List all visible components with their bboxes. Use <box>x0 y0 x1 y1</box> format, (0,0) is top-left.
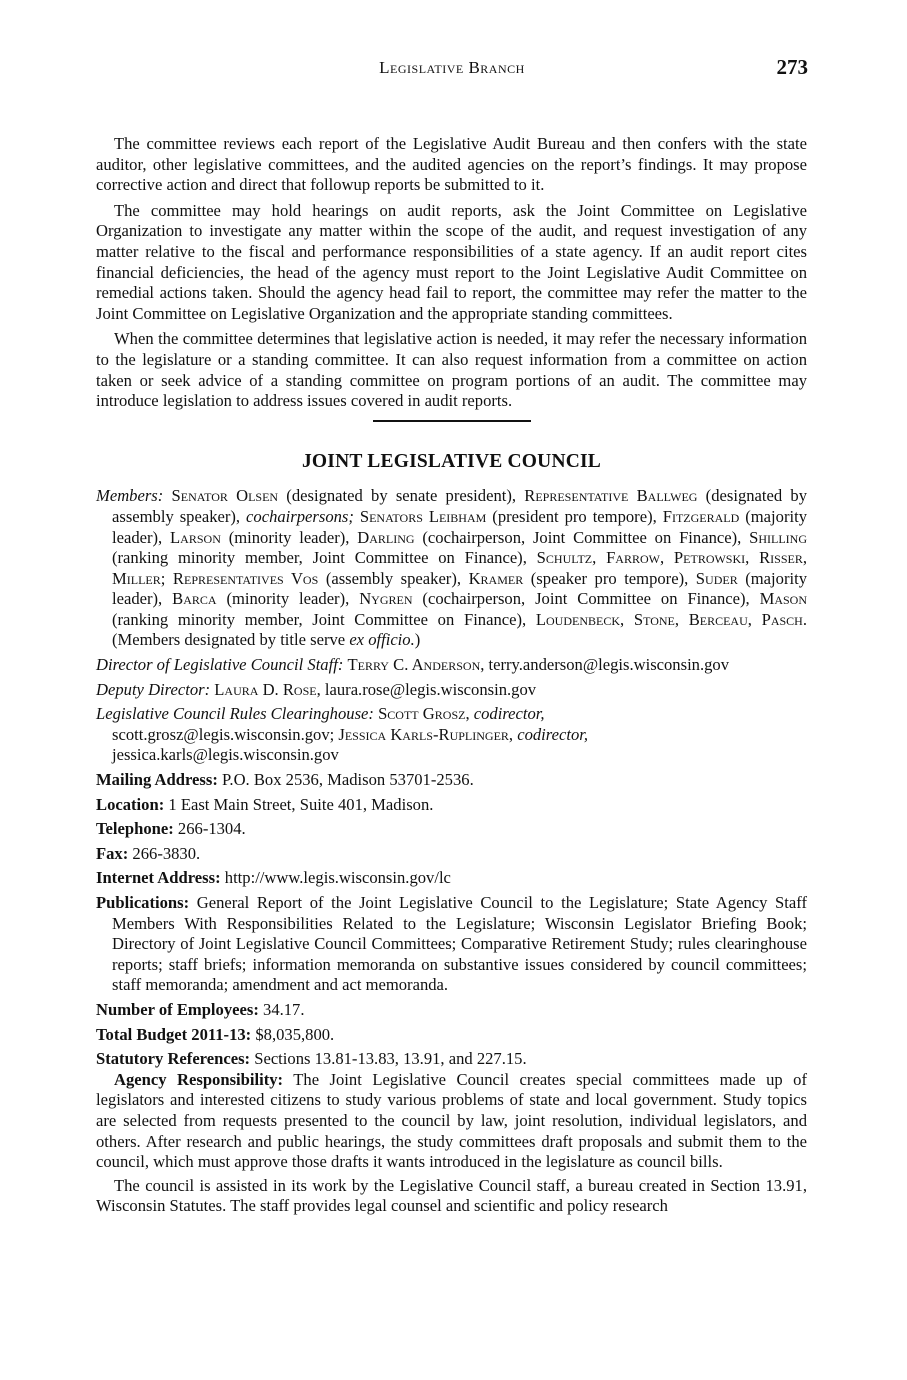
mailing-value: P.O. Box 2536, Madison 53701-2536. <box>222 770 474 790</box>
clearinghouse-label: Legislative Council Rules Clearinghouse: <box>96 704 374 724</box>
member-name: Fitzgerald <box>662 506 740 526</box>
member-desc: (minority leader), <box>220 527 358 547</box>
member-name: Nygren <box>359 589 413 609</box>
member-name: Senators Leibham <box>359 506 487 526</box>
section-divider <box>373 420 531 422</box>
responsibility-value: The Joint Legislative Council creates special committees made up of legislators and interested citizens to study various problems of state and local government. Study topics are selected from requests presented to the council by law, joint resolution, individual legislators, and others. After research and public hearings, the study committees draft proposals and submit them to the council, which must approve those drafts it wants introduced in the legislature as council bills. <box>96 1069 807 1172</box>
member-name: Shilling <box>749 527 807 547</box>
fax-label: Fax: <box>96 843 129 863</box>
responsibility-paragraph <box>96 1070 807 1173</box>
member-role: cochairpersons; <box>246 506 354 526</box>
members-label: Members: <box>96 486 164 506</box>
statutory-label: Statutory References: <box>96 1049 251 1069</box>
codirector-email: jessica.karls@legis.wisconsin.gov <box>112 745 339 765</box>
deputy-entry <box>96 680 807 701</box>
member-desc: (ranking minority member, Joint Committee on Finance), <box>112 548 537 568</box>
member-desc: (speaker pro tempore), <box>523 568 696 588</box>
member-name: Larson <box>170 527 221 547</box>
codirector-role: codirector, <box>473 704 545 724</box>
publications-value: General Report of the Joint Legislative Council to the Legislature; State Agency Staff Members With Responsibilities Related to the Legislature; Wisconsin Legislator Briefing Book; Directory of Joint Legislative Council Committees; Comparative Retirement Study; rules clearinghouse reports; staff briefs; information memoranda on substantive issues considered by council committees; staff memoranda; amendment and act memoranda. <box>112 893 807 995</box>
codirector-role: codirector, <box>517 724 589 744</box>
employees-label: Number of Employees: <box>96 999 259 1019</box>
deputy-email: , laura.rose@legis.wisconsin.gov <box>316 679 537 699</box>
member-name: Loudenbeck, Stone, Berceau, Pasch <box>535 609 803 629</box>
director-name: Terry C. Anderson <box>347 655 481 675</box>
fax-entry <box>96 844 807 865</box>
director-entry <box>96 655 807 676</box>
member-name: Representative Ballweg <box>524 486 698 506</box>
audit-paragraph-3: When the committee determines that legislative action is needed, it may refer the necessary information to the legislature or a standing committee. It can also request information from a committee on action taken or seek advice of a standing committee on program portions of an audit. The committee may introduce legislation to address issues covered in audit reports. <box>96 329 807 411</box>
member-desc: . (Members designated by title serve <box>112 609 807 650</box>
member-name: Schultz, Farrow, Petrowski, Risser, Miller <box>112 548 807 588</box>
internet-label: Internet Address: <box>96 868 221 888</box>
running-head <box>96 55 808 80</box>
running-head-title: Legislative Branch <box>379 58 525 77</box>
section-heading: JOINT LEGISLATIVE COUNCIL <box>301 450 602 472</box>
member-desc-italic: ex officio. <box>349 630 415 650</box>
deputy-name: Laura D. Rose <box>214 679 317 699</box>
responsibility-label: Agency Responsibility: <box>114 1069 284 1089</box>
telephone-value: 266-1304. <box>177 819 246 839</box>
codirector-name: Scott Grosz <box>378 704 466 724</box>
statutory-entry <box>96 1049 807 1070</box>
member-desc: (assembly speaker), <box>318 568 469 588</box>
member-desc: (majority leader), <box>112 506 807 547</box>
member-desc: ) <box>414 630 421 650</box>
deputy-label: Deputy Director: <box>96 679 211 699</box>
mailing-label: Mailing Address: <box>96 770 218 790</box>
codirector-email: scott.grosz@legis.wisconsin.gov; <box>112 724 339 744</box>
budget-entry <box>96 1025 807 1046</box>
members-entry <box>96 486 807 651</box>
member-name: Darling <box>357 527 415 547</box>
audit-paragraph-2: The committee may hold hearings on audit reports, ask the Joint Committee on Legislative Organization to investigate any matter within the scope of the audit, and request investigation of any matter relative to the fiscal and performance responsibilities of a state agency. If an audit report cites financial deficiencies, the head of the agency must report to the Joint Legislative Audit Committee on remedial actions taken. Should the agency head fail to report, the committee may refer the matter to the Joint Committee on Legislative Organization and the appropriate standing committees. <box>96 200 807 323</box>
member-desc: ; <box>160 568 173 588</box>
member-desc: (minority leader), <box>216 589 360 609</box>
location-label: Location: <box>96 794 165 814</box>
member-name: Suder <box>695 568 738 588</box>
member-name: Barca <box>172 589 217 609</box>
member-desc: (president pro tempore), <box>486 506 663 526</box>
budget-label: Total Budget 2011-13: <box>96 1024 252 1044</box>
codirector-name: Jessica Karls-Ruplinger <box>338 724 509 744</box>
member-desc: (cochairperson, Joint Committee on Finance), <box>414 527 750 547</box>
statutory-value: Sections 13.81-13.83, 13.91, and 227.15. <box>254 1049 527 1069</box>
publications-entry <box>96 893 807 996</box>
internet-entry <box>96 868 807 889</box>
member-name: Representatives Vos <box>172 568 319 588</box>
member-desc: (designated by assembly speaker), <box>112 486 807 526</box>
audit-paragraph-1: The committee reviews each report of the Legislative Audit Bureau and then confers with the state auditor, other legislative committees, and the audited agencies on the report’s findings. It may propose corrective action and direct that followup reports be submitted to it. <box>96 134 807 195</box>
mailing-entry <box>96 770 807 791</box>
member-desc: (cochairperson, Joint Committee on Finance), <box>412 589 760 609</box>
member-desc: (designated by senate president), <box>278 486 525 506</box>
body-text <box>96 134 807 1222</box>
budget-value: $8,035,800. <box>255 1024 335 1044</box>
employees-entry <box>96 1000 807 1021</box>
location-value: 1 East Main Street, Suite 401, Madison. <box>168 794 434 814</box>
director-email: , terry.anderson@legis.wisconsin.gov <box>480 655 730 675</box>
publications-label: Publications: <box>96 893 190 912</box>
director-label: Director of Legislative Council Staff: <box>96 655 344 675</box>
member-name: Mason <box>759 589 807 609</box>
location-entry <box>96 795 807 816</box>
member-desc: (ranking minority member, Joint Committee on Finance), <box>112 609 536 629</box>
member-desc: (majority leader), <box>112 568 808 609</box>
employees-value: 34.17. <box>263 999 305 1019</box>
telephone-entry <box>96 819 807 840</box>
internet-value: http://www.legis.wisconsin.gov/lc <box>224 868 451 888</box>
member-name: Kramer <box>468 568 524 588</box>
clearinghouse-entry: Legislative Council Rules Clearinghouse: Scott Grosz, codirector, scott.grosz@legis.wisconsin.gov; Jessica Karls-Ruplinger, codirector, jessica.karls@legis.wisconsin.gov <box>96 704 589 765</box>
telephone-label: Telephone: <box>96 819 174 839</box>
closing-paragraph: The council is assisted in its work by the Legislative Council staff, a bureau created in Section 13.91, Wisconsin Statutes. The staff provides legal counsel and scientific and policy research <box>96 1175 807 1216</box>
fax-value: 266-3830. <box>132 843 201 863</box>
member-name: Senator Olsen <box>171 486 279 506</box>
page-number: 273 <box>776 55 808 79</box>
